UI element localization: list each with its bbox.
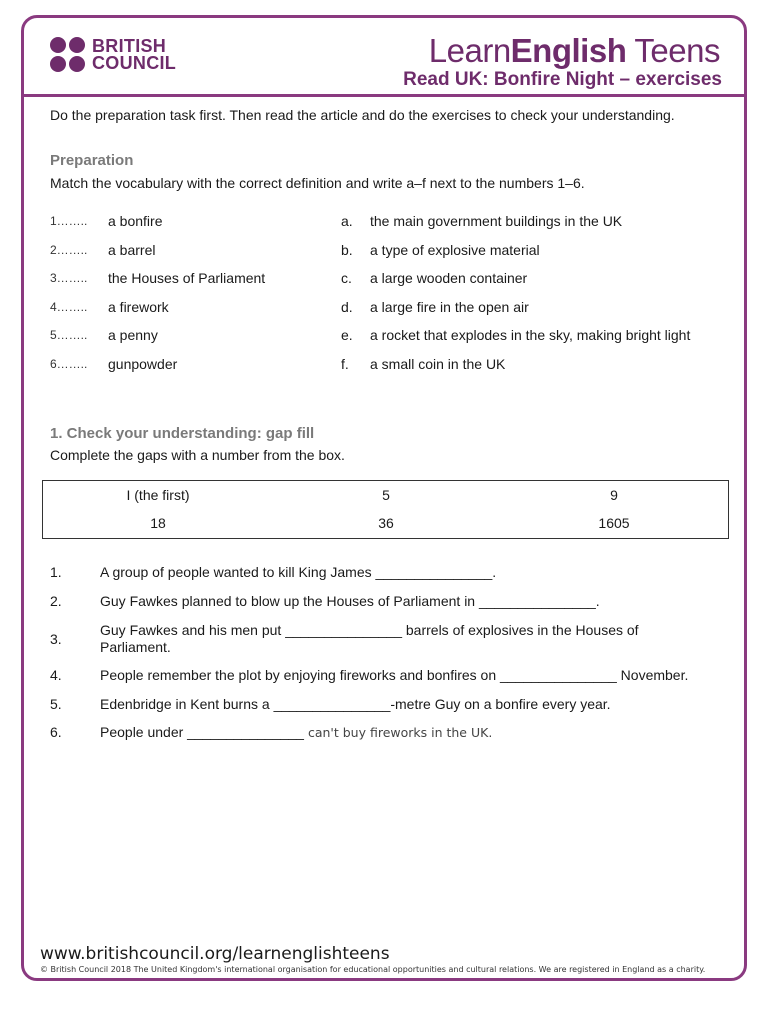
- vocab-number: 2……..: [50, 242, 88, 257]
- vocab-number: 6……..: [50, 357, 88, 371]
- definition-letter: b.: [341, 241, 353, 258]
- box-cell: 5: [382, 487, 390, 503]
- vocab-row: [50, 299, 730, 319]
- definition-letter: a.: [341, 213, 353, 229]
- question-number: 6.: [50, 724, 62, 740]
- vocab-row: [50, 242, 730, 262]
- vocab-term: a firework: [108, 298, 169, 315]
- logo-line-2: COUNCIL: [92, 52, 177, 73]
- number-box: [42, 480, 729, 539]
- box-cell: 9: [610, 487, 618, 503]
- definition-letter: c.: [341, 270, 352, 287]
- definition-text: a type of explosive material: [370, 241, 540, 258]
- definition-letter: d.: [341, 298, 353, 315]
- gapfill-instruction: Complete the gaps with a number from the box.: [50, 447, 345, 463]
- footer-copyright: © British Council 2018 The United Kingdom's international organisation for educational opportunities and cultural relations. We are registered in England as a charity.: [40, 965, 706, 974]
- logo-dots-icon: [50, 37, 85, 72]
- box-cell: 18: [150, 515, 166, 531]
- vocab-row: [50, 270, 730, 290]
- vocab-row: [50, 213, 730, 233]
- vocab-term: the Houses of Parliament: [108, 270, 266, 287]
- question-number: 3.: [50, 631, 62, 647]
- definition-letter: f.: [341, 356, 349, 372]
- definition-text: a small coin in the UK: [370, 356, 506, 372]
- definition-letter: e.: [341, 327, 353, 344]
- brand-learn: Learn: [428, 32, 511, 69]
- vocab-term: a penny: [108, 327, 158, 344]
- question-number: 1.: [50, 564, 62, 580]
- question-number: 5.: [50, 696, 62, 712]
- vocab-number: 4……..: [50, 299, 88, 314]
- question-text: Guy Fawkes and his men put _______________ barrels of explosives in the Houses of Parliament.: [100, 622, 639, 655]
- vocab-number: 1……..: [50, 214, 88, 228]
- definition-text: the main government buildings in the UK: [370, 213, 623, 229]
- question-text-end: can't buy fireworks in the UK.: [303, 725, 493, 740]
- vocab-row: [50, 356, 730, 376]
- learnenglish-teens-brand: [429, 32, 720, 70]
- definition-text: a large wooden container: [370, 270, 528, 287]
- vocab-number: 5……..: [50, 328, 88, 343]
- footer-url: www.britishcouncil.org/learnenglishteens: [40, 944, 390, 964]
- question-text: Guy Fawkes planned to blow up the Houses of Parliament in _______________.: [100, 593, 600, 609]
- definition-text: a rocket that explodes in the sky, making bright light: [370, 327, 691, 344]
- question-text: A group of people wanted to kill King James _______________.: [100, 564, 497, 580]
- vocab-row: [50, 327, 730, 347]
- preparation-instruction: Match the vocabulary with the correct definition and write a–f next to the numbers 1–6.: [50, 175, 585, 191]
- gapfill-title: 1. Check your understanding: gap fill: [50, 425, 315, 442]
- vocab-number: 3……..: [50, 271, 88, 286]
- question-number: 2.: [50, 593, 62, 609]
- box-cell: 1605: [598, 515, 630, 531]
- box-cell: I (the first): [126, 487, 190, 503]
- box-cell: 36: [378, 515, 394, 531]
- brand-teens: Teens: [626, 32, 720, 69]
- question-text: Edenbridge in Kent burns a _______________-metre Guy on a bonfire every year.: [100, 696, 611, 712]
- document-title: Read UK: Bonfire Night – exercises: [403, 69, 722, 90]
- question-text: People remember the plot by enjoying fireworks and bonfires on _______________ November.: [100, 667, 689, 683]
- logo-line-1: BRITISH: [92, 35, 167, 56]
- intro-text: Do the preparation task first. Then read the article and do the exercises to check your understanding.: [50, 107, 675, 123]
- british-council-logo: [50, 37, 176, 72]
- definition-text: a large fire in the open air: [370, 298, 529, 315]
- vocab-term: a bonfire: [108, 213, 163, 229]
- brand-english: English: [510, 32, 627, 69]
- question-text: People under _______________: [100, 724, 304, 740]
- vocab-term: a barrel: [108, 241, 156, 258]
- vocab-term: gunpowder: [108, 356, 178, 372]
- question-number: 4.: [50, 667, 62, 683]
- header-divider: [21, 94, 747, 97]
- preparation-title: Preparation: [50, 152, 134, 169]
